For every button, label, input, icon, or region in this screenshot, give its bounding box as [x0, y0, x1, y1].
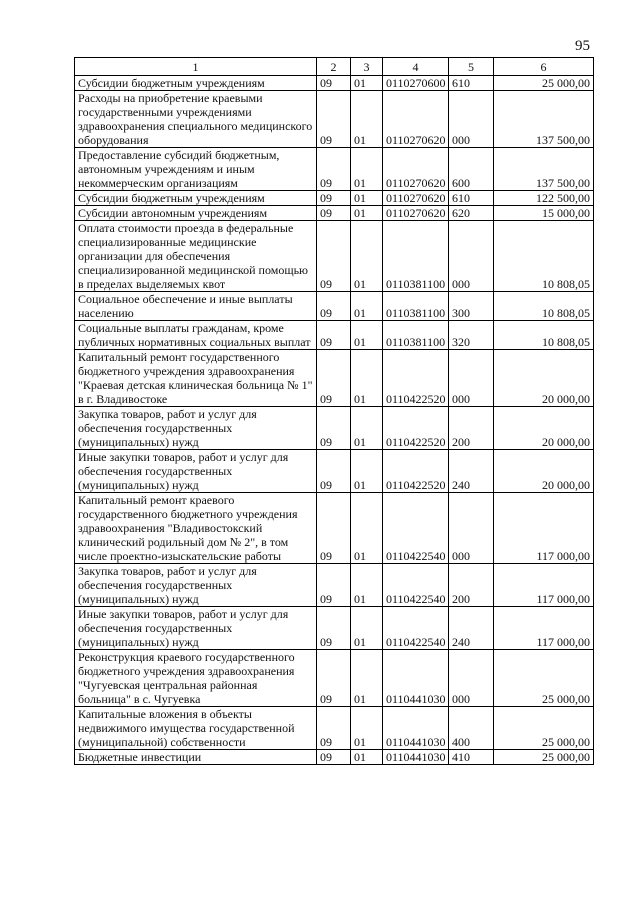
table-row [75, 564, 594, 607]
row-subsection-cell: 01 [351, 350, 383, 407]
row-amount-cell: 137 500,00 [494, 91, 594, 148]
row-subsection-cell: 01 [351, 450, 383, 493]
table-row [75, 650, 594, 707]
row-amount-cell: 117 000,00 [494, 564, 594, 607]
row-target-code-cell: 0110270620 [383, 91, 449, 148]
row-expense-type-cell: 000 [449, 650, 494, 707]
header-row [75, 58, 594, 76]
row-section-cell: 09 [317, 91, 351, 148]
row-target-code-cell: 0110381100 [383, 321, 449, 350]
table-row [75, 191, 594, 206]
row-expense-type-cell: 240 [449, 450, 494, 493]
table-row [75, 407, 594, 450]
header-col-4: 4 [383, 58, 449, 76]
row-section-cell: 09 [317, 221, 351, 292]
row-expense-type-cell: 610 [449, 191, 494, 206]
row-subsection-cell: 01 [351, 564, 383, 607]
table-row [75, 750, 594, 765]
row-section-cell: 09 [317, 148, 351, 191]
row-name-cell: Иные закупки товаров, работ и услуг для обеспечения государственных (муниципальных) нужд [75, 450, 317, 493]
row-expense-type-cell: 410 [449, 750, 494, 765]
row-amount-cell: 137 500,00 [494, 148, 594, 191]
row-subsection-cell: 01 [351, 206, 383, 221]
row-target-code-cell: 0110422540 [383, 493, 449, 564]
row-target-code-cell: 0110441030 [383, 750, 449, 765]
row-subsection-cell: 01 [351, 750, 383, 765]
row-section-cell: 09 [317, 191, 351, 206]
row-name-cell: Капитальный ремонт краевого государственного бюджетного учреждения здравоохранения "Владивостокский клинический родильный дом № 2", в том числе проектно-изыскательские работы [75, 493, 317, 564]
table-row [75, 350, 594, 407]
row-target-code-cell: 0110270600 [383, 76, 449, 91]
row-amount-cell: 117 000,00 [494, 493, 594, 564]
row-target-code-cell: 0110270620 [383, 206, 449, 221]
table-row [75, 707, 594, 750]
row-section-cell: 09 [317, 292, 351, 321]
row-name-cell: Бюджетные инвестиции [75, 750, 317, 765]
row-expense-type-cell: 200 [449, 407, 494, 450]
row-name-cell: Социальное обеспечение и иные выплаты населению [75, 292, 317, 321]
row-target-code-cell: 0110381100 [383, 292, 449, 321]
row-name-cell: Иные закупки товаров, работ и услуг для обеспечения государственных (муниципальных) нужд [75, 607, 317, 650]
header-col-5: 5 [449, 58, 494, 76]
row-target-code-cell: 0110441030 [383, 650, 449, 707]
row-target-code-cell: 0110422520 [383, 350, 449, 407]
row-section-cell: 09 [317, 750, 351, 765]
row-expense-type-cell: 400 [449, 707, 494, 750]
row-section-cell: 09 [317, 206, 351, 221]
table-row [75, 607, 594, 650]
row-amount-cell: 122 500,00 [494, 191, 594, 206]
row-subsection-cell: 01 [351, 221, 383, 292]
row-expense-type-cell: 240 [449, 607, 494, 650]
page-number: 95 [575, 38, 590, 54]
row-amount-cell: 25 000,00 [494, 76, 594, 91]
row-section-cell: 09 [317, 450, 351, 493]
table-row [75, 450, 594, 493]
row-amount-cell: 20 000,00 [494, 450, 594, 493]
row-target-code-cell: 0110422520 [383, 407, 449, 450]
row-subsection-cell: 01 [351, 493, 383, 564]
table-row [75, 221, 594, 292]
row-amount-cell: 10 808,05 [494, 221, 594, 292]
row-amount-cell: 20 000,00 [494, 407, 594, 450]
row-subsection-cell: 01 [351, 321, 383, 350]
row-section-cell: 09 [317, 564, 351, 607]
row-section-cell: 09 [317, 707, 351, 750]
row-subsection-cell: 01 [351, 407, 383, 450]
row-section-cell: 09 [317, 650, 351, 707]
row-section-cell: 09 [317, 76, 351, 91]
row-expense-type-cell: 600 [449, 148, 494, 191]
row-subsection-cell: 01 [351, 91, 383, 148]
row-section-cell: 09 [317, 321, 351, 350]
row-name-cell: Расходы на приобретение краевыми государственными учреждениями здравоохранения специального медицинского оборудования [75, 91, 317, 148]
row-amount-cell: 10 808,05 [494, 292, 594, 321]
row-target-code-cell: 0110422520 [383, 450, 449, 493]
table-row [75, 148, 594, 191]
row-subsection-cell: 01 [351, 191, 383, 206]
table-row [75, 91, 594, 148]
row-section-cell: 09 [317, 350, 351, 407]
row-name-cell: Закупка товаров, работ и услуг для обеспечения государственных (муниципальных) нужд [75, 407, 317, 450]
row-name-cell: Закупка товаров, работ и услуг для обеспечения государственных (муниципальных) нужд [75, 564, 317, 607]
row-subsection-cell: 01 [351, 650, 383, 707]
header-col-3: 3 [351, 58, 383, 76]
row-target-code-cell: 0110422540 [383, 564, 449, 607]
row-expense-type-cell: 000 [449, 91, 494, 148]
row-amount-cell: 20 000,00 [494, 350, 594, 407]
row-expense-type-cell: 000 [449, 493, 494, 564]
row-expense-type-cell: 200 [449, 564, 494, 607]
row-amount-cell: 25 000,00 [494, 650, 594, 707]
table-row [75, 292, 594, 321]
row-target-code-cell: 0110270620 [383, 148, 449, 191]
row-subsection-cell: 01 [351, 292, 383, 321]
row-name-cell: Субсидии бюджетным учреждениям [75, 191, 317, 206]
row-target-code-cell: 0110270620 [383, 191, 449, 206]
row-expense-type-cell: 320 [449, 321, 494, 350]
row-name-cell: Субсидии автономным учреждениям [75, 206, 317, 221]
header-col-2: 2 [317, 58, 351, 76]
row-name-cell: Реконструкция краевого государственного бюджетного учреждения здравоохранения "Чугуевская центральная районная больница" в с. Чугуевка [75, 650, 317, 707]
table-row [75, 206, 594, 221]
row-subsection-cell: 01 [351, 76, 383, 91]
table-row [75, 321, 594, 350]
table-row [75, 76, 594, 91]
row-expense-type-cell: 300 [449, 292, 494, 321]
row-name-cell: Субсидии бюджетным учреждениям [75, 76, 317, 91]
header-col-6: 6 [494, 58, 594, 76]
row-section-cell: 09 [317, 607, 351, 650]
budget-table [74, 57, 594, 765]
row-name-cell: Социальные выплаты гражданам, кроме публичных нормативных социальных выплат [75, 321, 317, 350]
table-row [75, 493, 594, 564]
row-amount-cell: 10 808,05 [494, 321, 594, 350]
row-target-code-cell: 0110381100 [383, 221, 449, 292]
row-subsection-cell: 01 [351, 707, 383, 750]
row-section-cell: 09 [317, 493, 351, 564]
row-expense-type-cell: 620 [449, 206, 494, 221]
row-subsection-cell: 01 [351, 607, 383, 650]
row-expense-type-cell: 610 [449, 76, 494, 91]
row-section-cell: 09 [317, 407, 351, 450]
row-target-code-cell: 0110441030 [383, 707, 449, 750]
row-target-code-cell: 0110422540 [383, 607, 449, 650]
row-amount-cell: 25 000,00 [494, 750, 594, 765]
row-amount-cell: 15 000,00 [494, 206, 594, 221]
row-name-cell: Капитальные вложения в объекты недвижимого имущества государственной (муниципальной) собственности [75, 707, 317, 750]
row-amount-cell: 117 000,00 [494, 607, 594, 650]
row-name-cell: Капитальный ремонт государственного бюджетного учреждения здравоохранения "Краевая детская клиническая больница № 1" в г. Владивостоке [75, 350, 317, 407]
row-name-cell: Оплата стоимости проезда в федеральные специализированные медицинские организации для обеспечения специализированной медицинской помощью в пределах выделяемых квот [75, 221, 317, 292]
header-col-1: 1 [75, 58, 317, 76]
row-amount-cell: 25 000,00 [494, 707, 594, 750]
row-name-cell: Предоставление субсидий бюджетным, автономным учреждениям и иным некоммерческим организациям [75, 148, 317, 191]
row-expense-type-cell: 000 [449, 221, 494, 292]
row-subsection-cell: 01 [351, 148, 383, 191]
row-expense-type-cell: 000 [449, 350, 494, 407]
